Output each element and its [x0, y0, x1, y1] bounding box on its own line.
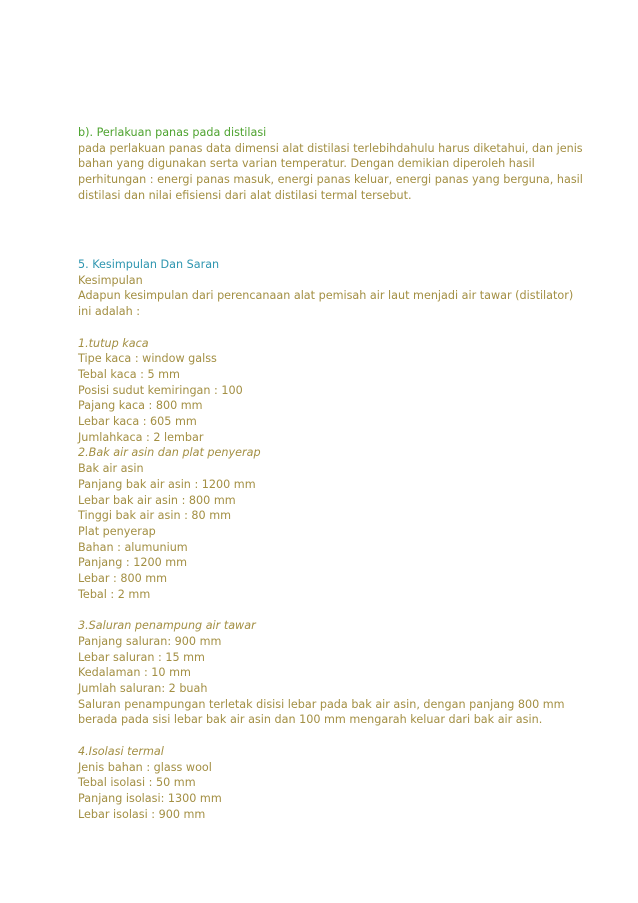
list-item: Lebar kaca : 605 mm [78, 415, 197, 429]
list-item: Tebal kaca : 5 mm [78, 367, 180, 381]
intro-line: ini adalah : [78, 305, 141, 319]
list-item: Posisi sudut kemiringan : 100 [78, 383, 243, 397]
section-kesimpulan [78, 257, 574, 822]
section-b-heading: b). Perlakuan panas pada distilasi [78, 126, 267, 139]
list-item: Kedalaman : 10 mm [78, 666, 191, 680]
list-item: Tipe kaca : window galss [78, 352, 217, 366]
list-item: Jumlahkaca : 2 lembar [78, 430, 204, 444]
list-item: Bahan : alumunium [78, 540, 188, 554]
paragraph-line: pada perlakuan panas data dimensi alat distilasi terlebihdahulu harus diketahui, dan jenis [78, 141, 583, 155]
list-item: Lebar isolasi : 900 mm [78, 807, 206, 821]
list-item: berada pada sisi lebar bak air asin dan 100 mm mengarah keluar dari bak air asin. [78, 713, 543, 727]
list-item: Panjang : 1200 mm [78, 556, 188, 570]
list-item: Bak air asin [78, 462, 144, 476]
list-item: Jumlah saluran: 2 buah [78, 681, 208, 695]
list-item: Panjang bak air asin : 1200 mm [78, 477, 256, 491]
subheading-kesimpulan: Kesimpulan [78, 273, 143, 287]
list-item: Lebar saluran : 15 mm [78, 650, 205, 664]
bak-air-title: 2.Bak air asin dan plat penyerap [78, 446, 261, 460]
section-perlakuan-panas [78, 125, 583, 204]
isolasi-title: 4.Isolasi termal [78, 744, 164, 758]
blank-line [78, 728, 568, 744]
section-5-heading: 5. Kesimpulan Dan Saran [78, 258, 220, 271]
list-item: Jenis bahan : glass wool [78, 760, 212, 774]
list-item: Lebar : 800 mm [78, 572, 168, 586]
list-item: Plat penyerap [78, 524, 156, 538]
list-item: Saluran penampungan terletak disisi lebar pada bak air asin, dengan panjang 800 mm [78, 697, 565, 711]
saluran-title: 3.Saluran penampung air tawar [78, 619, 256, 633]
paragraph-line: distilasi dan nilai efisiensi dari alat distilasi termal tersebut. [78, 188, 412, 202]
list-item: Panjang saluran: 900 mm [78, 634, 222, 648]
list-item: Lebar bak air asin : 800 mm [78, 493, 236, 507]
paragraph-line: bahan yang digunakan serta varian temperatur. Dengan demikian diperoleh hasil [78, 157, 535, 171]
tutup-kaca-title: 1.tutup kaca [78, 336, 149, 350]
blank-line [78, 602, 568, 618]
list-item: Tebal : 2 mm [78, 587, 151, 601]
list-item: Tinggi bak air asin : 80 mm [78, 509, 232, 523]
paragraph-line: perhitungan : energi panas masuk, energi panas keluar, energi panas yang berguna, hasil [78, 173, 583, 187]
list-item: Pajang kaca : 800 mm [78, 399, 203, 413]
list-item: Tebal isolasi : 50 mm [78, 776, 196, 790]
blank-line [78, 320, 568, 336]
intro-line: Adapun kesimpulan dari perencanaan alat pemisah air laut menjadi air tawar (distilator) [78, 289, 574, 303]
list-item: Panjang isolasi: 1300 mm [78, 791, 222, 805]
